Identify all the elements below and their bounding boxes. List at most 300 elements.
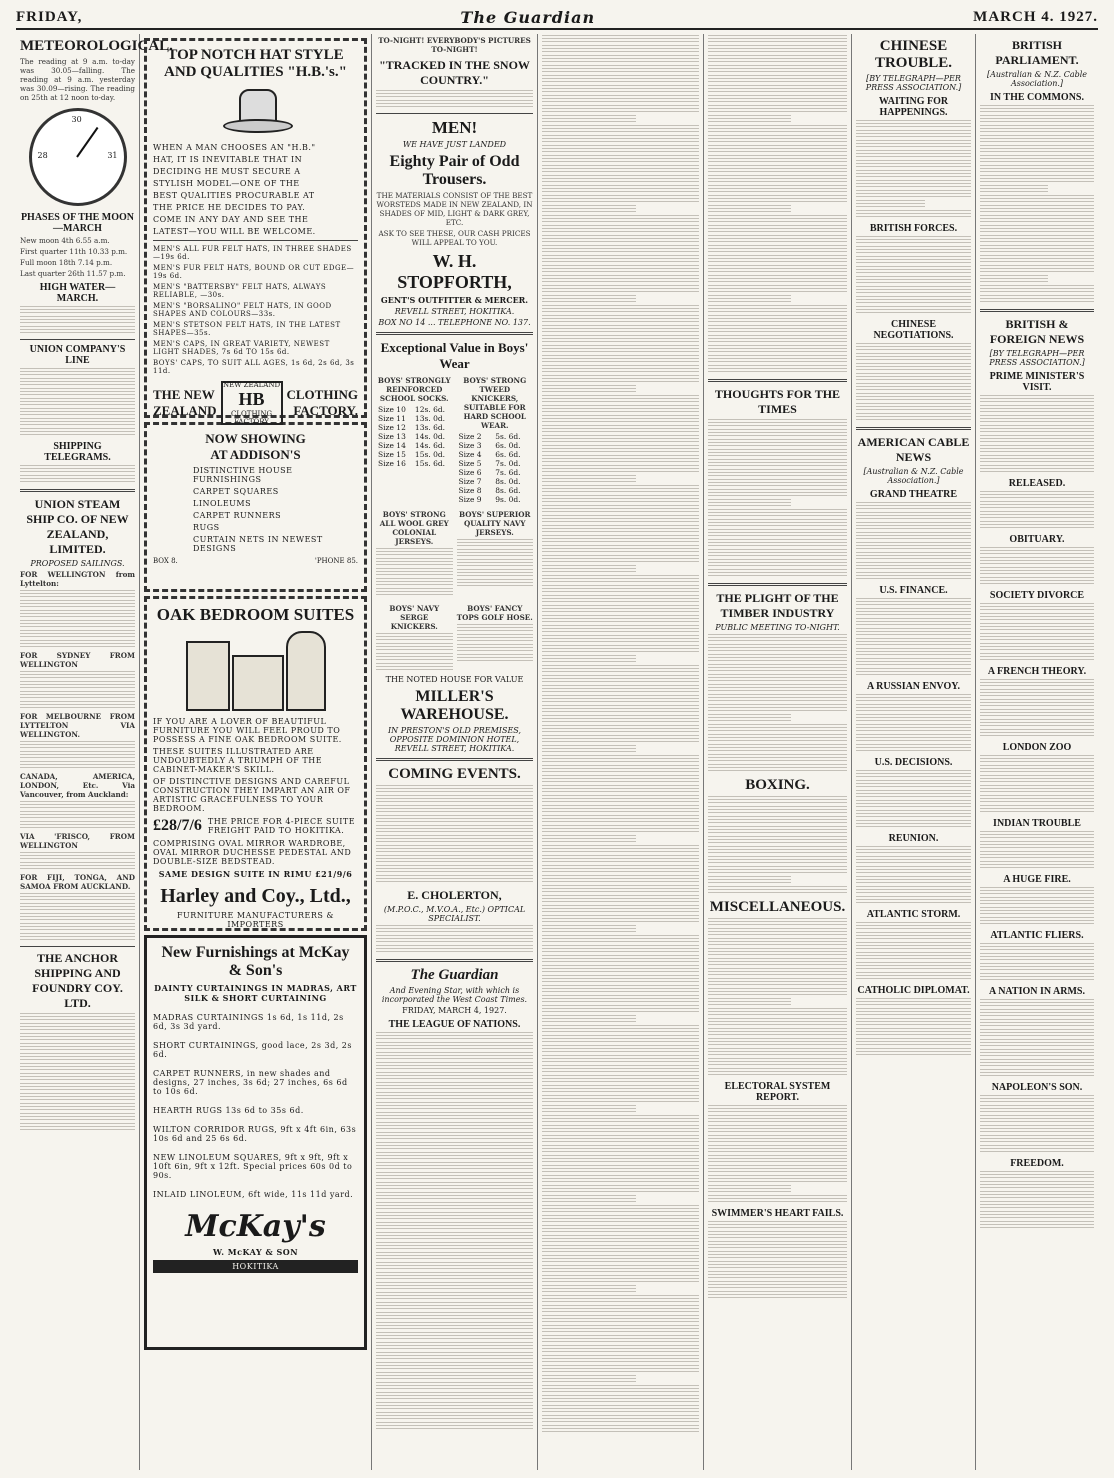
text-line (708, 654, 847, 663)
column-3 (372, 34, 538, 1470)
guardian-sub: And Evening Star, with which is incorporated the West Coast Times. (381, 986, 528, 1004)
text-line (542, 1395, 699, 1404)
text-line (708, 644, 847, 653)
text-line (542, 355, 699, 364)
text-line (856, 658, 971, 667)
text-line (708, 1165, 847, 1174)
stopforth-firm: W. H. STOPFORTH, (397, 251, 512, 292)
high-water-heading: HIGH WATER—MARCH. (39, 282, 116, 304)
hat-advert-line: WHEN A MAN CHOOSES AN "H.B." (153, 143, 316, 152)
british-foreign-sub: [BY TELEGRAPH—PER PRESS ASSOCIATION.] (989, 349, 1085, 367)
text-line (708, 1195, 847, 1204)
addison-item: CARPET RUNNERS (193, 511, 282, 520)
price-cell: 8s. 0d. (495, 477, 521, 486)
text-line (542, 255, 699, 264)
text-line (542, 435, 699, 444)
text-line (980, 795, 1094, 804)
text-line (542, 395, 699, 404)
hb-footer (153, 381, 358, 425)
text-line (542, 575, 699, 584)
text-line (708, 1008, 847, 1017)
text-line (980, 285, 1094, 294)
cholerton-sub: (M.P.O.C., M.V.O.A., Etc.) OPTICAL SPECIALIST. (383, 905, 526, 923)
text-line (542, 125, 699, 134)
hat-advert-title: TOP NOTCH HAT STYLE AND QUALITIES "H.B.'s." (164, 47, 347, 80)
text-line (708, 866, 847, 875)
text-line (708, 704, 847, 713)
text-line (856, 932, 971, 941)
text-line (856, 373, 971, 382)
text-line (542, 85, 699, 94)
text-line (708, 185, 847, 194)
table-row (376, 450, 453, 459)
text-line (856, 598, 971, 607)
text-line (542, 75, 699, 84)
text-line (980, 973, 1094, 982)
price-cell: 12s. 6d. (414, 405, 446, 414)
table-row (376, 432, 453, 441)
text-line (708, 549, 847, 558)
price-cell: 14s. 0d. (414, 432, 446, 441)
text-line (708, 856, 847, 865)
text-line (980, 653, 1094, 662)
text-line (856, 306, 971, 315)
size-cell: Size 12 (378, 423, 406, 432)
text-line (856, 236, 971, 245)
french-theory-heading: A FRENCH THEORY. (987, 666, 1087, 677)
text-line (980, 455, 1094, 464)
sailing-canada: CANADA, AMERICA, LONDON, Etc. Via Vancouver, from Auckland: (20, 772, 135, 799)
addison-item: LINOLEUMS (193, 499, 252, 508)
column-4 (538, 34, 704, 1470)
text-line (980, 1125, 1094, 1134)
text-line (708, 1038, 847, 1047)
atlantic-fliers-heading: ATLANTIC FLIERS. (990, 930, 1084, 941)
text-line (708, 85, 847, 94)
text-line (542, 1175, 699, 1184)
addison-box: BOX 8. (153, 557, 178, 565)
mckay-line: WILTON CORRIDOR RUGS, 9ft x 4ft 6in, 63s 10s 6d and 25 6s 6d. (153, 1125, 357, 1143)
text-line (542, 885, 699, 894)
text-line (542, 675, 699, 684)
text-line (980, 415, 1094, 424)
text-line (542, 945, 699, 954)
text-line (708, 1018, 847, 1027)
hat-advert-line: THE PRICE HE DECIDES TO PAY. (153, 203, 306, 212)
text-line (542, 585, 699, 594)
text-line (708, 1175, 847, 1184)
text-line (856, 246, 971, 255)
text-line (980, 511, 1094, 520)
text-line (542, 275, 699, 284)
text-line (980, 185, 1048, 194)
dial-tick-28: 28 (37, 151, 48, 160)
text-line (708, 744, 847, 753)
text-line (708, 275, 847, 284)
text-line (856, 512, 971, 521)
text-line (980, 1191, 1094, 1200)
text-line (542, 1425, 699, 1434)
text-line (980, 917, 1094, 926)
text-line (856, 922, 971, 931)
text-line (708, 225, 847, 234)
text-line (980, 547, 1094, 556)
text-line (856, 343, 971, 352)
society-divorce-heading: SOCIETY DIVORCE (989, 590, 1085, 601)
text-line (856, 790, 971, 799)
text-line (856, 266, 971, 275)
text-line (542, 1155, 699, 1164)
text-line (708, 125, 847, 134)
jerseys-navy-heading: BOYS' SUPERIOR QUALITY NAVY JERSEYS. (459, 510, 531, 537)
text-line (856, 502, 971, 511)
usss-sub: PROPOSED SAILINGS. (30, 559, 125, 568)
text-line (708, 365, 847, 374)
text-line (542, 1095, 699, 1104)
text-line (708, 429, 847, 438)
text-line (856, 542, 971, 551)
us-decisions-heading: U.S. DECISIONS. (874, 757, 953, 768)
text-line (708, 65, 847, 74)
text-line (708, 948, 847, 957)
hb-logo-icon (221, 381, 283, 425)
text-line (542, 175, 699, 184)
text-line (980, 405, 1094, 414)
table-row (376, 441, 453, 450)
text-line (542, 915, 699, 924)
text-line (980, 1059, 1094, 1068)
text-line (856, 170, 971, 179)
text-line (708, 559, 847, 568)
hat-advert-line: STYLISH MODEL—ONE OF THE (153, 179, 300, 188)
text-line (980, 709, 1094, 718)
hb-logo-mid: HB (238, 388, 265, 409)
masthead-date: MARCH 4. 1927. (973, 8, 1098, 25)
text-line (980, 567, 1094, 576)
text-line (980, 235, 1094, 244)
misc-heading: MISCELLANEOUS. (709, 899, 846, 915)
text-line (980, 557, 1094, 566)
plight-heading: THE PLIGHT OF THE TIMBER INDUSTRY (716, 591, 839, 620)
coming-events-heading: COMING EVENTS. (388, 766, 521, 782)
obituary-heading: OBITUARY. (1009, 534, 1065, 545)
text-line (708, 1251, 847, 1260)
text-line (980, 105, 1094, 114)
mckay-title: New Furnishings at McKay & Son's (161, 944, 350, 979)
boxing-heading: BOXING. (745, 777, 810, 793)
column-7 (976, 34, 1098, 1470)
oak-text: THESE SUITES ILLUSTRATED ARE UNDOUBTEDLY A TRIUMPH OF THE CABINET-MAKER'S SKILL. (153, 747, 323, 774)
union-company-heading: UNION COMPANY'S LINE (29, 344, 126, 366)
text-line (708, 664, 847, 673)
text-line (542, 345, 699, 354)
size-cell: Size 16 (378, 459, 406, 468)
text-line (980, 501, 1094, 510)
text-line (856, 608, 971, 617)
text-line (542, 1225, 699, 1234)
hat-price-line: MEN'S STETSON FELT HATS, IN THE LATEST SHAPES—35s. (153, 321, 341, 337)
text-line (542, 1385, 699, 1394)
column-5 (704, 34, 852, 1470)
text-line (542, 205, 636, 214)
text-line (708, 529, 847, 538)
text-line (542, 745, 636, 754)
text-line (980, 145, 1094, 154)
text-line (980, 613, 1094, 622)
text-line (708, 1155, 847, 1164)
text-line (856, 724, 971, 733)
table-row (457, 450, 534, 459)
text-line (980, 805, 1094, 814)
hat-advert-line: BEST QUALITIES PROCURABLE AT (153, 191, 315, 200)
text-line (708, 195, 847, 204)
usss-heading: UNION STEAM SHIP CO. OF NEW ZEALAND, LIMITED. (26, 497, 129, 556)
text-line (542, 1115, 699, 1124)
british-forces-heading: BRITISH FORCES. (869, 223, 958, 234)
text-line (980, 275, 1048, 284)
text-line (542, 325, 699, 334)
text-line (708, 846, 847, 855)
harley-firm-sub: FURNITURE MANUFACTURERS & IMPORTERS (176, 911, 335, 929)
text-line (708, 978, 847, 987)
text-line (542, 105, 699, 114)
text-line (542, 475, 636, 484)
text-line (980, 245, 1094, 254)
text-line (708, 968, 847, 977)
news-text-block (542, 35, 699, 1434)
text-line (542, 875, 699, 884)
american-cable-heading: AMERICAN CABLE NEWS (857, 435, 970, 464)
text-line (980, 165, 1094, 174)
size-cell: Size 6 (458, 468, 482, 477)
text-line (856, 734, 971, 743)
size-cell: Size 4 (458, 450, 482, 459)
text-line (542, 295, 636, 304)
column-6 (852, 34, 976, 1470)
chinese-trouble-sub: [BY TELEGRAPH—PER PRESS ASSOCIATION.] (865, 74, 962, 92)
meteorological-heading: METEOROLOGICAL. (20, 38, 173, 54)
text-line (542, 265, 699, 274)
text-line (542, 995, 699, 1004)
us-finance-heading: U.S. FINANCE. (879, 585, 948, 596)
text-line (980, 1201, 1094, 1210)
text-line (542, 1315, 699, 1324)
text-line (542, 655, 636, 664)
text-line (708, 918, 847, 927)
text-line (542, 165, 699, 174)
hat-advert-line: DECIDING HE MUST SECURE A (153, 167, 301, 176)
price-cell: 15s. 6d. (414, 459, 446, 468)
text-line (542, 425, 699, 434)
text-line (542, 1265, 699, 1274)
size-cell: Size 5 (458, 459, 482, 468)
text-line (980, 1115, 1094, 1124)
text-line (542, 1245, 699, 1254)
harley-firm: Harley and Coy., Ltd., (160, 885, 351, 907)
hb-logo-top: NEW ZEALAND (222, 380, 281, 389)
price-cell: 8s. 6d. (495, 486, 521, 495)
bedroom-furniture-icon (186, 631, 326, 711)
moon-row: First quarter 11th 10.33 p.m. (20, 247, 128, 256)
text-line (542, 1305, 699, 1314)
sailing-frisco: VIA 'FRISCO, FROM WELLINGTON (20, 832, 135, 850)
text-line (542, 925, 636, 934)
text-line (708, 489, 847, 498)
text-line (542, 955, 699, 964)
text-line (542, 315, 699, 324)
text-line (856, 522, 971, 531)
text-line (856, 286, 971, 295)
felt-hat-icon (221, 87, 291, 137)
trousers-heading: Eighty Pair of Odd Trousers. (389, 153, 520, 188)
text-line (542, 1325, 699, 1334)
text-line (542, 1005, 699, 1014)
text-line (980, 633, 1094, 642)
text-line (708, 95, 847, 104)
text-line (856, 952, 971, 961)
text-line (542, 1295, 699, 1304)
text-line (708, 439, 847, 448)
text-line (856, 780, 971, 789)
text-line (542, 795, 699, 804)
text-line (708, 255, 847, 264)
pictures-banner: TO-NIGHT! EVERYBODY'S PICTURES TO-NIGHT! (378, 36, 531, 54)
size-cell: Size 11 (378, 414, 406, 423)
text-line (980, 689, 1094, 698)
atlantic-storm-heading: ATLANTIC STORM. (866, 909, 961, 920)
anchor-heading: THE ANCHOR SHIPPING AND FOUNDRY COY. LTD. (32, 951, 123, 1010)
text-line (542, 815, 699, 824)
text-line (542, 1025, 699, 1034)
table-row (376, 423, 453, 432)
text-line (856, 140, 971, 149)
text-line (708, 806, 847, 815)
knickers-table (457, 432, 534, 504)
huge-fire-heading: A HUGE FIRE. (1003, 874, 1071, 885)
text-line (708, 55, 847, 64)
text-line (856, 972, 971, 981)
table-row (376, 459, 453, 468)
text-line (708, 938, 847, 947)
text-line (708, 1105, 847, 1114)
freedom-heading: FREEDOM. (1010, 1158, 1064, 1169)
stopforth-sub: GENT'S OUTFITTER & MERCER. (380, 295, 529, 305)
text-line (542, 1255, 699, 1264)
commons-heading: IN THE COMMONS. (990, 92, 1084, 103)
text-line (542, 445, 699, 454)
text-line (856, 1018, 971, 1027)
text-line (542, 1205, 699, 1214)
text-line (980, 1039, 1094, 1048)
text-line (542, 45, 699, 54)
text-line (708, 539, 847, 548)
text-line (542, 895, 699, 904)
mckay-line: MADRAS CURTAININGS 1s 6d, 1s 11d, 2s 6d, 3s 3d yard. (153, 1013, 344, 1031)
text-line (708, 509, 847, 518)
text-line (708, 469, 847, 478)
text-line (980, 135, 1094, 144)
text-line (856, 800, 971, 809)
text-line (708, 764, 847, 773)
stopforth-street: REVELL STREET, HOKITIKA. (394, 307, 515, 316)
text-line (708, 315, 847, 324)
serge-knickers-heading: BOYS' NAVY SERGE KNICKERS. (389, 604, 440, 631)
text-line (856, 1048, 971, 1057)
text-line (856, 846, 971, 855)
british-parliament-sub: [Australian & N.Z. Cable Association.] (986, 70, 1088, 88)
text-line (542, 365, 699, 374)
text-line (856, 744, 971, 753)
oak-price-4-piece: £28/7/6 (153, 817, 202, 834)
text-line (542, 605, 699, 614)
text-line (708, 836, 847, 845)
text-line (856, 704, 971, 713)
text-line (542, 285, 699, 294)
text-line (708, 724, 847, 733)
hb-logo-bottom: CLOTHING FACTORY (231, 409, 273, 426)
russian-envoy-heading: A RUSSIAN ENVOY. (866, 681, 961, 692)
text-line (542, 1075, 699, 1084)
text-line (708, 876, 791, 885)
cholerton-heading: E. CHOLERTON, (407, 888, 502, 902)
text-line (542, 835, 636, 844)
size-cell: Size 13 (378, 432, 406, 441)
text-line (980, 465, 1094, 474)
text-line (542, 965, 699, 974)
text-line (708, 1125, 847, 1134)
trousers-text: THE MATERIALS CONSIST OF THE BEST WORSTEDS MADE IN NEW ZEALAND, IN SHADES OF MID, LIGHT & DARK GREY, ETC. (376, 191, 533, 227)
price-cell: 6s. 6d. (495, 450, 521, 459)
text-line (856, 190, 971, 199)
text-line (542, 465, 699, 474)
moon-phases-heading: PHASES OF THE MOON—MARCH (20, 212, 135, 234)
text-line (708, 265, 847, 274)
text-line (708, 295, 791, 304)
text-line (708, 1145, 847, 1154)
text-line (542, 735, 699, 744)
text-line (708, 886, 847, 895)
american-cable-sub: [Australian & N.Z. Cable Association.] (863, 467, 964, 485)
text-line (856, 200, 925, 209)
text-line (542, 155, 699, 164)
addison-phone: 'PHONE 85. (314, 557, 358, 565)
size-cell: Size 9 (458, 495, 482, 504)
text-line (542, 1065, 699, 1074)
trousers-ask: ASK TO SEE THESE, OUR CASH PRICES WILL APPEAL TO YOU. (378, 229, 531, 247)
text-line (542, 1185, 699, 1194)
text-line (856, 160, 971, 169)
text-line (542, 215, 699, 224)
price-cell: 14s. 6d. (414, 441, 446, 450)
text-line (980, 861, 1094, 870)
mckay-line: INLAID LINOLEUM, 6ft wide, 11s 11d yard. (153, 1190, 354, 1199)
text-line (856, 962, 971, 971)
hat-price-line: MEN'S CAPS, IN GREAT VARIETY, NEWEST LIGHT SHADES, 7s 6d TO 15s 6d. (153, 340, 330, 356)
dial-tick-31: 31 (107, 151, 118, 160)
text-line (856, 130, 971, 139)
text-line (708, 1291, 847, 1300)
text-line (980, 1211, 1094, 1220)
golf-hose-heading: BOYS' FANCY TOPS GOLF HOSE. (456, 604, 533, 622)
warehouse-pre: THE NOTED HOUSE FOR VALUE (385, 675, 524, 684)
text-line (708, 35, 847, 44)
boys-wear-heading: Exceptional Value in Boys' Wear (380, 340, 529, 371)
text-line (542, 1345, 699, 1354)
size-cell: Size 15 (378, 450, 406, 459)
text-line (542, 1015, 636, 1024)
price-cell: 15s. 0d. (414, 450, 446, 459)
hb-zealand: ZEALAND (153, 403, 217, 418)
